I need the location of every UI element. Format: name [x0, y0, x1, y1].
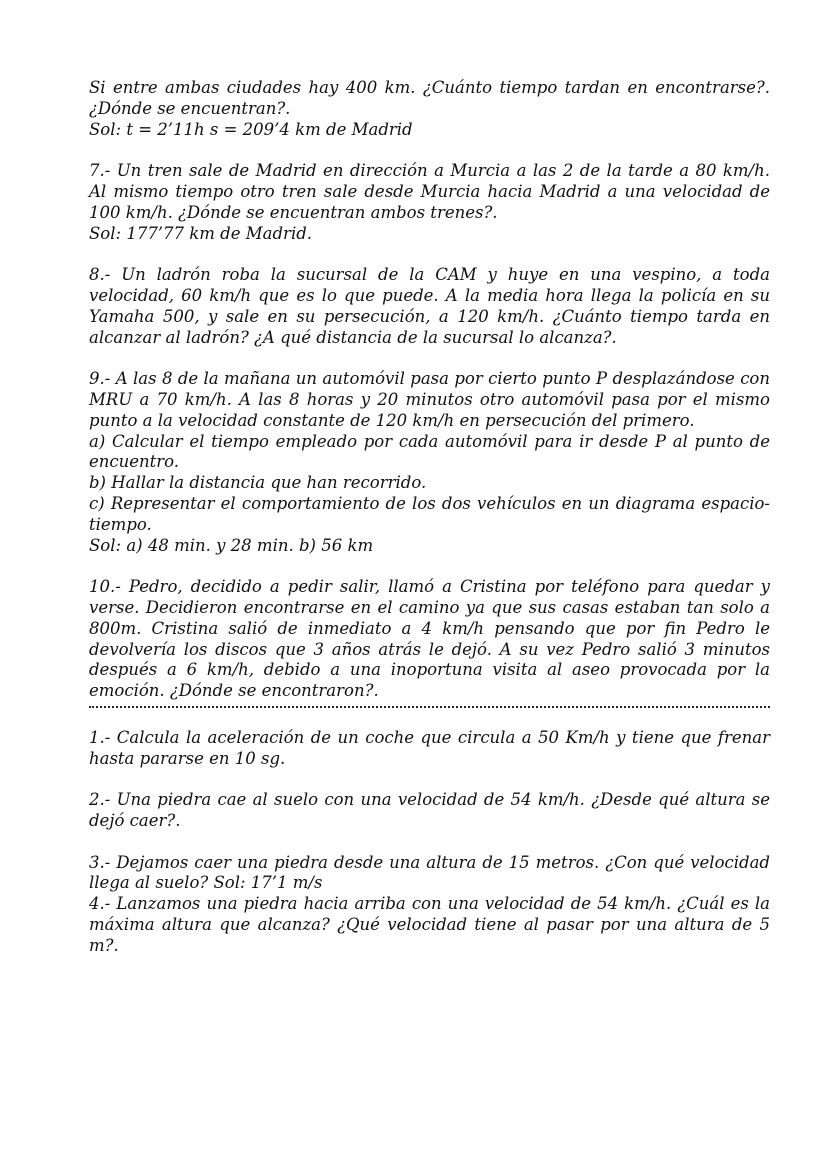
problem-part-a: a) Calcular el tiempo empleado por cada automóvil para ir desde P al punto de encuentro.: [89, 431, 770, 472]
problem-8: [89, 265, 770, 348]
problem-10: [89, 577, 770, 702]
problem-text: 7.- Un tren sale de Madrid en dirección a Murcia a las 2 de la tarde a 80 km/h. Al mismo tiempo otro tren sale desde Murcia hacia Madrid a una velocidad de 100 km/h. ¿Dónde se encuentran ambos trenes?.: [89, 161, 770, 222]
problem-3: [89, 853, 770, 895]
dotted-separator: [89, 706, 770, 708]
problem-text: 2.- Una piedra cae al suelo con una velocidad de 54 km/h. ¿Desde qué altura se dejó caer?.: [89, 790, 770, 831]
problem-4: [89, 894, 770, 956]
problem-solution: Sol: a) 48 min. y 28 min. b) 56 km: [89, 535, 374, 555]
problem-9: [89, 369, 770, 556]
problem-text: 10.- Pedro, decidido a pedir salir, llamó a Cristina por teléfono para quedar y verse. Decidieron encontrarse en el camino ya que sus casas estaban tan solo a 800m. Cristina salió de inmediato a 4 km/h pensando que por fin Pedro le devolvería los discos que 3 años atrás le dejó. A su vez Pedro salió 3 minutos después a 6 km/h, debido a una inoportuna visita al aseo provocada por la emoción. ¿Dónde se encontraron?.: [89, 577, 770, 701]
problem-part-b: b) Hallar la distancia que han recorrido.: [89, 473, 427, 493]
problem-solution: Sol: 177’77 km de Madrid.: [89, 223, 313, 243]
problem-text: 4.- Lanzamos una piedra hacia arriba con una velocidad de 54 km/h. ¿Cuál es la máxima altura que alcanza? ¿Qué velocidad tiene al pasar por una altura de 5 m?.: [89, 894, 770, 955]
problem-text: 8.- Un ladrón roba la sucursal de la CAM y huye en una vespino, a toda velocidad, 60 km/h que es lo que puede. A la media hora llega la policía en su Yamaha 500, y sale en su persecución, a 120 km/h. ¿Cuánto tiempo tarda en alcanzar al ladrón? ¿A qué distancia de la sucursal lo alcanza?.: [89, 265, 770, 347]
problem-1: [89, 728, 770, 770]
problem-text: 3.- Dejamos caer una piedra desde una altura de 15 metros. ¿Con qué velocidad llega al suelo? Sol: 17’1 m/s: [89, 852, 770, 893]
problem-text: Si entre ambas ciudades hay 400 km. ¿Cuánto tiempo tardan en encontrarse?. ¿Dónde se encuentran?.: [89, 78, 770, 118]
problem-solution: Sol: t = 2’11h s = 209’4 km de Madrid: [89, 119, 413, 139]
problem-2: [89, 790, 770, 832]
problem-part-c: c) Representar el comportamiento de los dos vehículos en un diagrama espacio-tiempo.: [89, 493, 770, 534]
problem-7: [89, 161, 770, 244]
problem-text: 9.- A las 8 de la mañana un automóvil pasa por cierto punto P desplazándose con MRU a 70 km/h. A las 8 horas y 20 minutos otro automóvil pasa por el mismo punto a la velocidad constante de 120 km/h en persecución del primero.: [89, 369, 770, 430]
problem-6-continuation: [89, 78, 770, 140]
problem-text: 1.- Calcula la aceleración de un coche que circula a 50 Km/h y tiene que frenar hasta pararse en 10 sg.: [89, 727, 770, 768]
